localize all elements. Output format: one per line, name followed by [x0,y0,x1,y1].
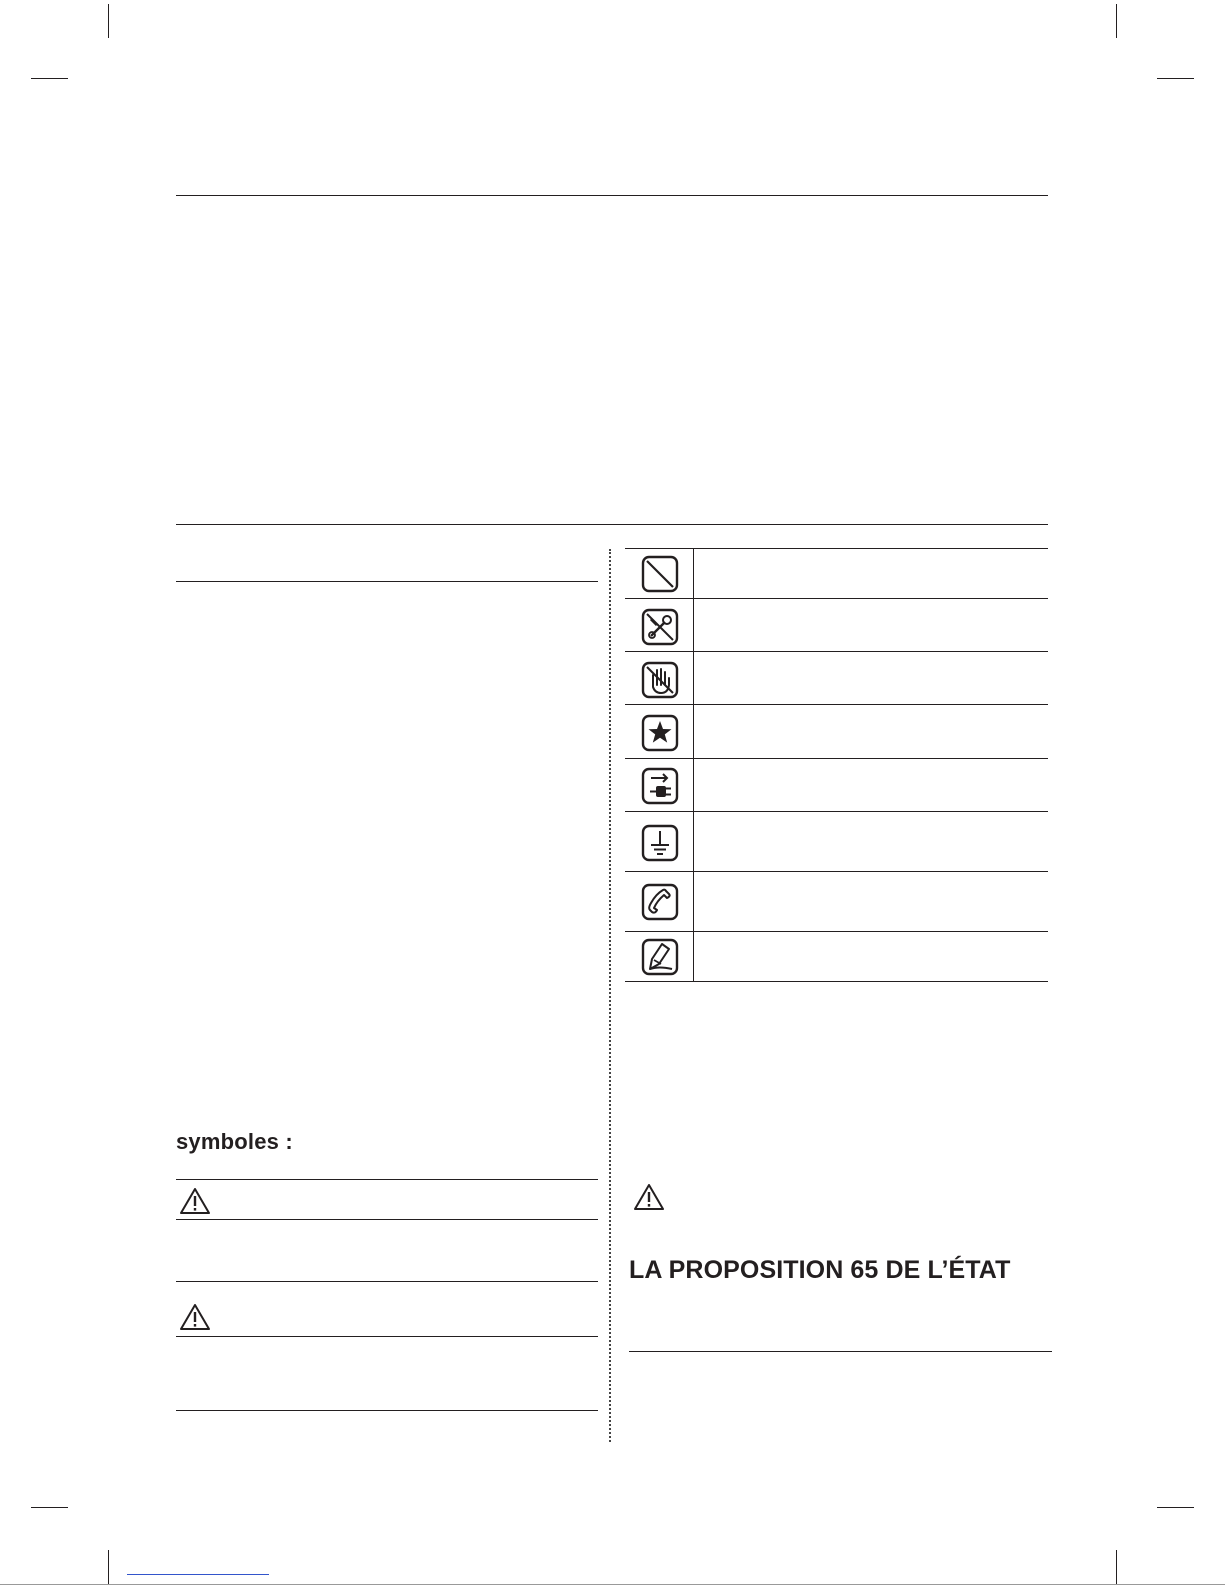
proposition-65-title: LA PROPOSITION 65 DE L’ÉTAT [629,1256,1011,1284]
crop-mark [108,4,109,38]
symbol-row-disassemble [625,607,694,647]
crop-mark [31,1507,68,1508]
crop-mark [1116,1550,1117,1585]
do-not-disassemble-icon [641,608,679,646]
follow-instructions-icon [641,714,679,752]
caution-triangle-icon [178,1302,212,1332]
caution-top-rule [176,1281,598,1282]
table-rule [625,598,1048,599]
symbol-row-prohibited [625,554,694,594]
warning-triangle-icon [178,1186,212,1216]
table-rule [625,548,1048,549]
crop-mark [1116,4,1117,38]
crop-mark [108,1550,109,1585]
section-rule [176,524,1048,525]
table-rule [625,931,1048,932]
footer-link-underline [127,1574,269,1575]
symbol-row-service [625,881,694,925]
symbol-row-unplug [625,766,694,806]
do-not-touch-icon [641,661,679,699]
caution-bottom-rule [176,1336,598,1337]
crop-mark [31,78,68,79]
left-column-bottom-rule [176,1410,598,1411]
table-rule [625,811,1048,812]
table-rule [625,758,1048,759]
symbol-row-note [625,938,694,978]
note-icon [641,938,679,976]
crop-mark [1157,78,1194,79]
warning-top-rule [176,1179,598,1180]
table-rule [625,704,1048,705]
contact-service-icon [641,883,679,921]
symbols-heading: symboles : [176,1129,293,1154]
table-rule [625,651,1048,652]
prop65-warning-triangle-icon [632,1182,666,1212]
symbol-row-touch [625,660,694,700]
prohibited-icon [641,555,679,593]
table-rule [625,981,1048,982]
warning-bottom-rule [176,1219,598,1220]
caution-row [178,1302,212,1332]
table-rule [625,871,1048,872]
header-rule [176,195,1048,196]
left-column-top-rule [176,581,598,582]
column-separator [609,549,611,1442]
crop-mark [1157,1507,1194,1508]
ground-icon [641,824,679,862]
symbol-row-ground [625,821,694,865]
warning-row [178,1186,212,1216]
prop65-warning [632,1182,666,1212]
proposition-rule [629,1351,1052,1352]
unplug-icon [641,767,679,805]
symbol-row-instructions [625,713,694,753]
